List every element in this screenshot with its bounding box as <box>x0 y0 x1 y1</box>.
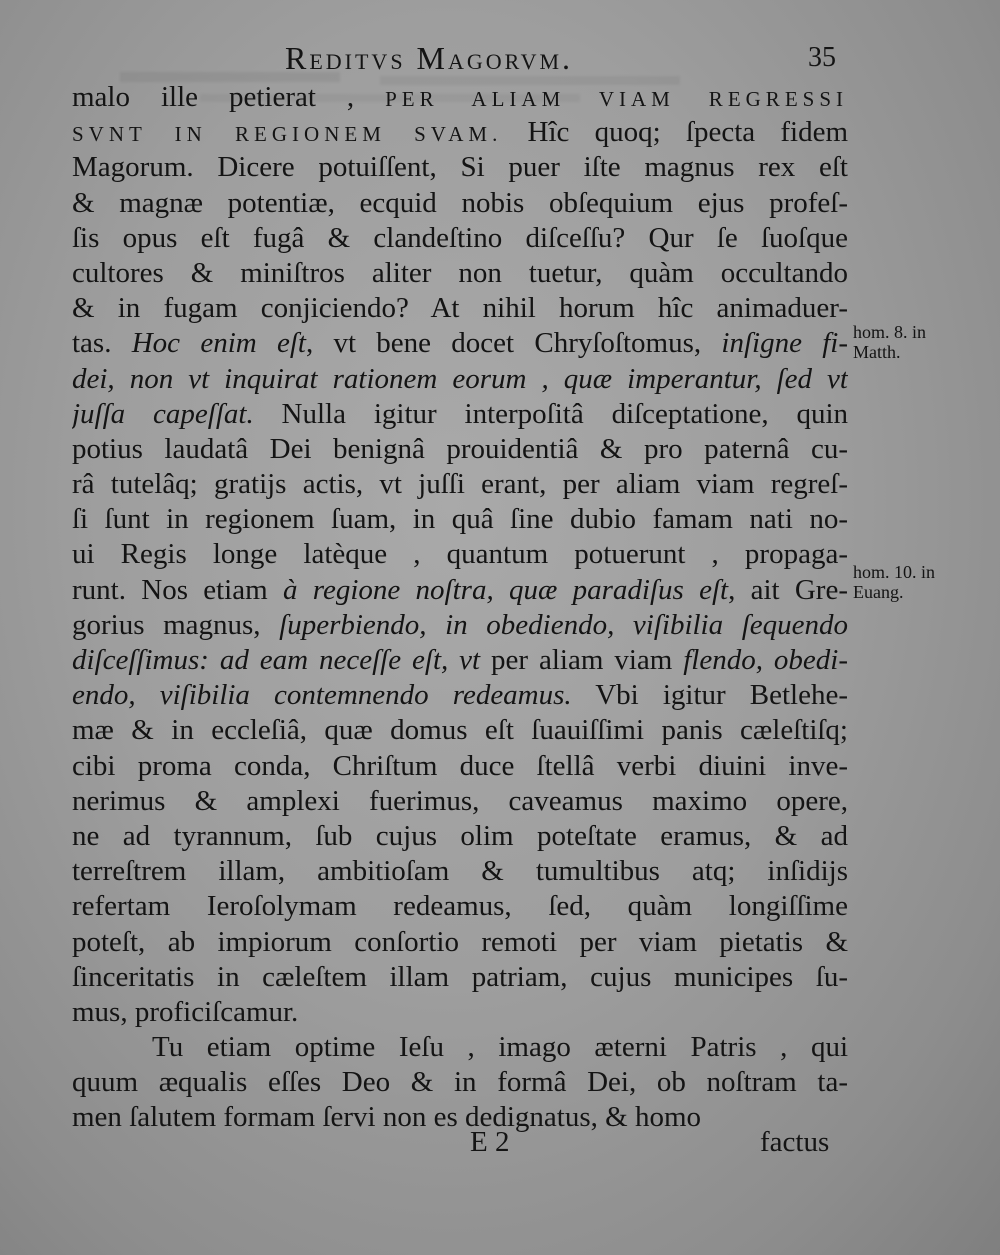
text-line <box>72 150 848 185</box>
italic-quotation: diſceſſimus: ad eam neceſſe eſt, vt <box>72 644 481 676</box>
page-header <box>0 38 1000 78</box>
text-segment: poteſt, ab impiorum conſortio remoti per viam pietatis & <box>72 925 848 958</box>
italic-quotation: ſuperbiendo, in obediendo, viſibilia ſequendo <box>279 608 848 641</box>
text-segment: râ tutelâq; gratijs actis, vt juſſi erant, per aliam viam regreſ- <box>72 468 848 501</box>
text-segment: Tu etiam optime Ieſu , imago æterni Patris , qui <box>152 1031 848 1064</box>
text-line <box>72 502 848 537</box>
text-line <box>72 80 848 115</box>
italic-quotation: endo, viſibilia contemnendo redeamus. <box>72 679 572 712</box>
text-line <box>72 1065 848 1100</box>
text-line <box>72 678 848 713</box>
text-segment: mæ & in eccleſiâ, quæ domus eſt ſuauiſſimi panis cæleſtiſq; <box>72 714 848 747</box>
italic-quotation: à regione noſtra, quæ paradiſus eſt <box>282 573 729 606</box>
signature-mark: E 2 <box>470 1126 510 1158</box>
page-footer <box>0 1126 1000 1166</box>
text-segment: ſinceritatis in cæleſtem illam patriam, cujus municipes ſu- <box>72 960 848 993</box>
text-line <box>72 995 848 1030</box>
text-line <box>72 713 848 748</box>
text-segment: tas. <box>72 327 132 360</box>
text-segment: mus, proficiſcamur. <box>72 995 299 1028</box>
text-segment: malo ille petierat , <box>72 81 386 113</box>
text-line <box>72 643 848 678</box>
text-segment: cultores & miniſtros aliter non tuetur, quàm occultando <box>72 256 848 289</box>
text-segment: & magnæ potentiæ, ecquid nobis obſequium ejus profeſ- <box>72 186 848 219</box>
spaced-capitals: SVNT IN REGIONEM SVAM. <box>72 122 503 147</box>
text-line <box>72 573 848 608</box>
text-segment: ui Regis longe latèque , quantum potuerunt , propaga- <box>72 538 848 571</box>
text-line <box>72 362 848 397</box>
margin-note-chrysostom <box>853 322 926 362</box>
text-segment: & in fugam conjiciendo? At nihil horum hîc animaduer- <box>72 292 848 325</box>
catchword: factus <box>760 1126 830 1158</box>
text-line <box>72 960 848 995</box>
text-line <box>72 608 848 643</box>
text-line <box>72 784 848 819</box>
text-segment: potius laudatâ Dei benignâ prouidentiâ & pro paternâ cu- <box>72 432 848 465</box>
italic-quotation: dei, non vt inquirat rationem eorum , quæ imperantur, ſed vt <box>72 362 848 395</box>
text-segment: runt. Nos etiam <box>72 573 283 606</box>
text-line <box>72 819 848 854</box>
text-segment: gorius magnus, <box>72 608 280 641</box>
margin-note-line: Matth. <box>853 342 901 362</box>
text-line <box>72 291 848 326</box>
text-line <box>72 1030 848 1065</box>
text-line <box>72 925 848 960</box>
text-segment: quum æqualis eſſes Deo & in formâ Dei, ob noſtram ta- <box>72 1066 848 1099</box>
text-segment: ne ad tyrannum, ſub cujus olim poteſtate eramus, & ad <box>72 819 848 852</box>
text-line <box>72 537 848 572</box>
text-segment: Nulla igitur interpoſitâ diſceptatione, quin <box>253 397 848 430</box>
text-segment: , ait Gre- <box>728 573 848 606</box>
text-segment: men ſalutem formam ſervi non es dedignatus, & homo <box>72 1101 702 1134</box>
running-title: Reditvs Magorvm. <box>285 40 574 76</box>
text-segment: refertam Ieroſolymam redeamus, ſed, quàm longiſſime <box>72 890 848 923</box>
text-line <box>72 186 848 221</box>
text-segment: cibi proma conda, Chriſtum duce ſtellâ verbi diuini inve- <box>72 749 848 782</box>
italic-quotation: inſigne fi- <box>721 327 848 360</box>
text-segment: ſi ſunt in regionem ſuam, in quâ ſine dubio famam nati no- <box>72 503 848 536</box>
text-line <box>72 467 848 502</box>
margin-note-line: hom. 10. in <box>853 562 936 582</box>
text-segment: , vt bene docet Chryſoſtomus, <box>305 327 722 360</box>
text-line <box>72 221 848 256</box>
italic-quotation: Hoc enim eſt <box>131 327 306 360</box>
text-line <box>72 326 848 361</box>
margin-note-gregory <box>853 562 935 602</box>
text-line <box>72 889 848 924</box>
page-number: 35 <box>808 42 836 73</box>
text-segment: ſis opus eſt fugâ & clandeſtino diſceſſu? Qur ſe ſuoſque <box>72 221 848 254</box>
text-segment: Magorum. Dicere potuiſſent, Si puer iſte magnus rex eſt <box>72 151 848 184</box>
text-segment: nerimus & amplexi fuerimus, caveamus maximo opere, <box>72 784 848 817</box>
text-line <box>72 115 848 150</box>
margin-note-line: hom. 8. in <box>853 322 927 342</box>
text-line <box>72 256 848 291</box>
text-segment: per aliam viam <box>480 644 684 676</box>
margin-note-line: Euang. <box>853 582 904 602</box>
text-segment: Vbi igitur Betlehe- <box>571 679 848 712</box>
spaced-capitals: PER ALIAM VIAM REGRESSI <box>385 87 848 111</box>
text-line <box>72 432 848 467</box>
text-line <box>72 397 848 432</box>
text-line <box>72 749 848 784</box>
italic-quotation: juſſa capeſſat. <box>72 397 254 430</box>
italic-quotation: flendo, obedi- <box>683 644 848 676</box>
text-segment: Hîc quoq; ſpecta fidem <box>502 116 848 149</box>
main-text-block <box>72 80 848 1136</box>
text-segment: terreſtrem illam, ambitioſam & tumultibus atq; inſidijs <box>72 855 848 888</box>
text-line <box>72 854 848 889</box>
